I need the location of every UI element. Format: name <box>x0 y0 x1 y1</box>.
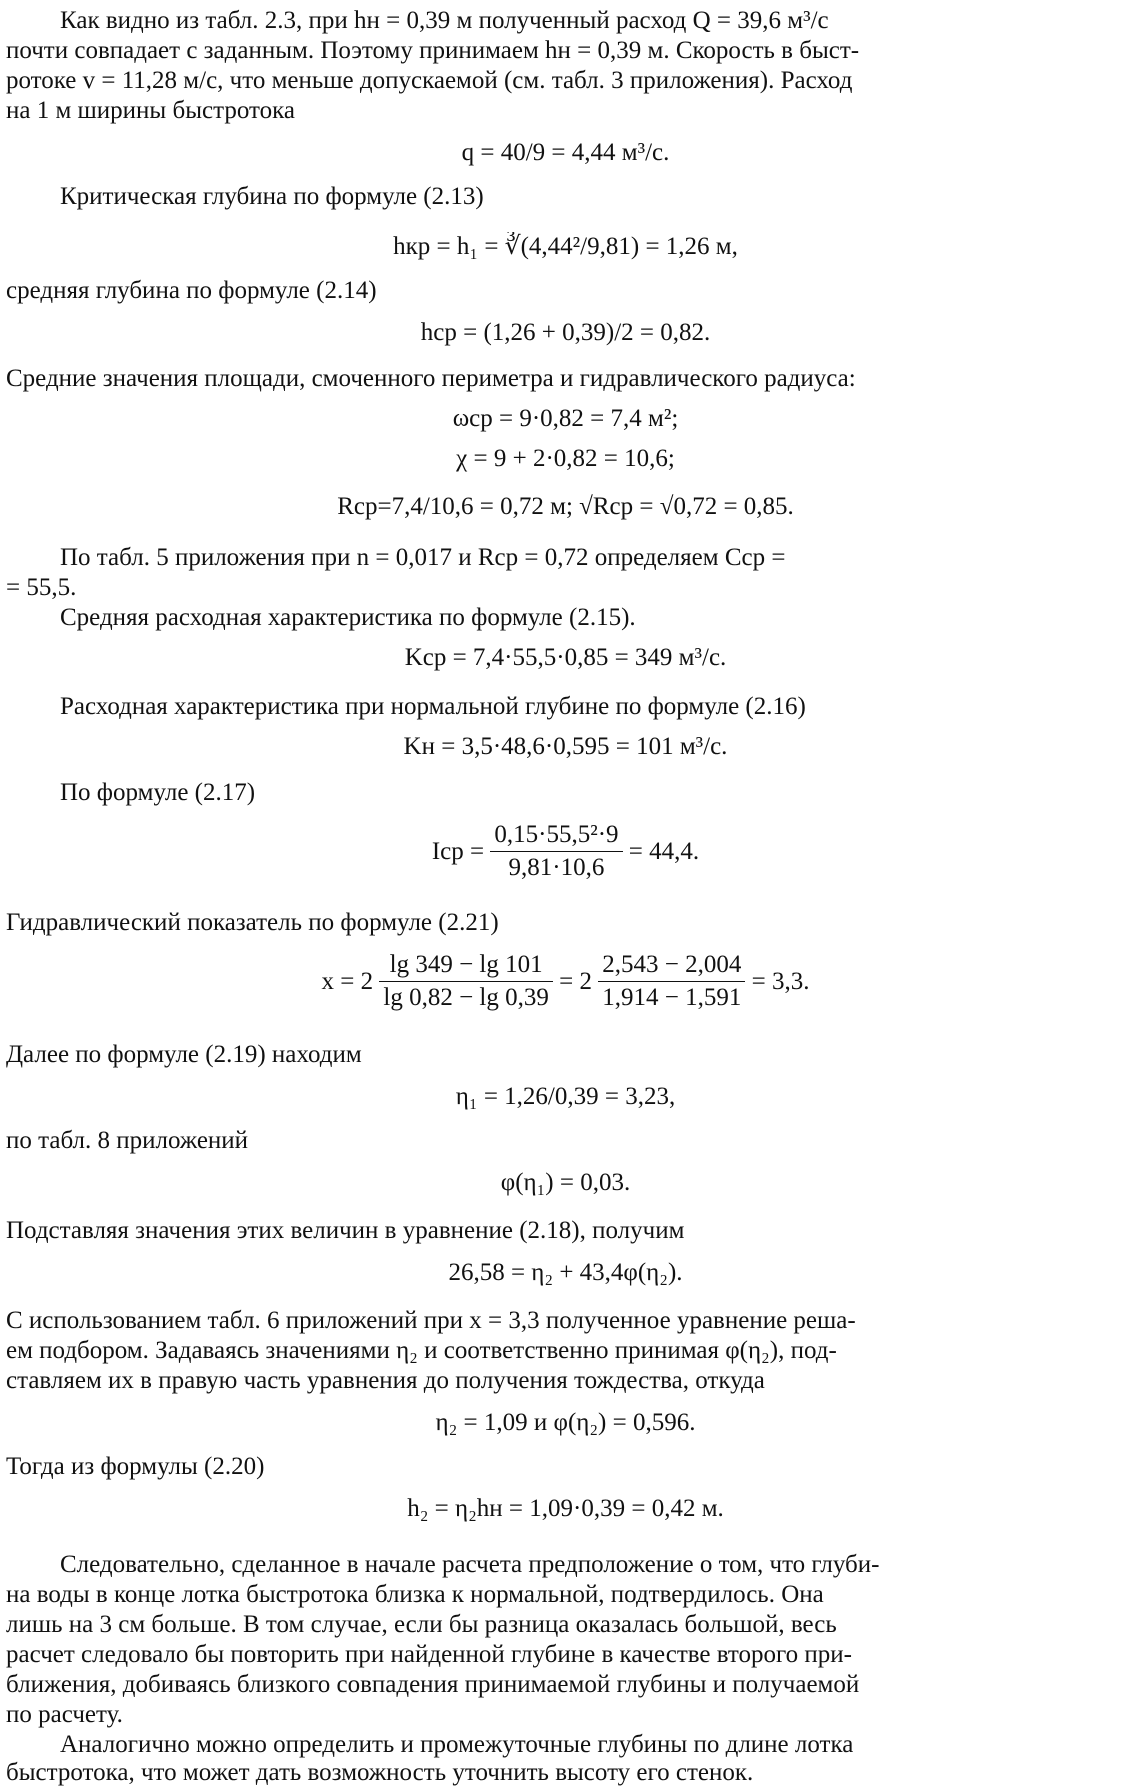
text-line: По табл. 5 приложения при n = 0,017 и Rср = 0,72 определяем Cср = <box>60 544 786 571</box>
fraction-numerator: 2,543 − 2,004 <box>598 950 745 982</box>
equation: hср = (1,26 + 0,39)/2 = 0,82. <box>420 319 711 346</box>
fraction <box>598 950 745 1013</box>
equation: η₂ = 1,09 и φ(η₂) = 0,596. <box>435 1409 696 1436</box>
text-line: на 1 м ширины быстротока <box>6 97 295 124</box>
text-line: По формуле (2.17) <box>60 779 256 806</box>
fraction-numerator: lg 349 − lg 101 <box>379 950 553 982</box>
equation-x <box>0 950 1131 1020</box>
text-line: Гидравлический показатель по формуле (2.21) <box>6 909 499 936</box>
fraction-numerator: 0,15·55,5²·9 <box>490 820 622 852</box>
equation-icp <box>0 820 1131 890</box>
equation: Rср=7,4/10,6 = 0,72 м; √Rср = √0,72 = 0,85. <box>337 493 794 520</box>
equation: Kср = 7,4·55,5·0,85 = 349 м³/с. <box>404 644 727 671</box>
text-line: Далее по формуле (2.19) находим <box>6 1041 362 1068</box>
text-line: Аналогично можно определить и промежуточные глубины по длине лотка <box>60 1731 854 1758</box>
text-line: ближения, добиваясь близкого совпадения принимаемой глубины и получаемой <box>6 1671 860 1698</box>
equation: q = 40/9 = 4,44 м³/с. <box>461 139 670 166</box>
text-line: Тогда из формулы (2.20) <box>6 1453 265 1480</box>
fraction-denominator: 9,81·10,6 <box>508 854 605 881</box>
text-line: ротоке v = 11,28 м/с, что меньше допускаемой (см. табл. 3 приложения). Расход <box>6 67 853 94</box>
equation: Kн = 3,5·48,6·0,595 = 101 м³/с. <box>403 733 728 760</box>
fraction-denominator: 1,914 − 1,591 <box>602 984 742 1011</box>
eq-left: Iср = <box>431 837 485 865</box>
equation: h₂ = η₂hн = 1,09·0,39 = 0,42 м. <box>407 1495 724 1522</box>
text-line: Подставляя значения этих величин в уравнение (2.18), получим <box>6 1217 685 1244</box>
text-line: по табл. 8 приложений <box>6 1127 249 1154</box>
equation: φ(η₁) = 0,03. <box>500 1169 631 1196</box>
text-line: ем подбором. Задаваясь значениями η₂ и соответственно принимая φ(η₂), под- <box>6 1337 837 1364</box>
text-line: расчет следовало бы повторить при найденной глубине в качестве второго при- <box>6 1641 852 1668</box>
equation: ωср = 9·0,82 = 7,4 м²; <box>452 405 679 432</box>
fraction <box>490 820 622 883</box>
fraction <box>379 950 553 1013</box>
text-line: С использованием табл. 6 приложений при x = 3,3 полученное уравнение реша- <box>6 1307 856 1334</box>
text-line: средняя глубина по формуле (2.14) <box>6 277 377 304</box>
equation: 26,58 = η₂ + 43,4φ(η₂). <box>448 1259 683 1286</box>
text-line: Средняя расходная характеристика по формуле (2.15). <box>60 604 636 631</box>
text-line: Расходная характеристика при нормальной глубине по формуле (2.16) <box>60 693 806 720</box>
equation: χ = 9 + 2·0,82 = 10,6; <box>456 445 675 472</box>
eq-right: = 3,3. <box>751 967 810 995</box>
text-line: лишь на 3 см больше. В том случае, если бы разница оказалась большой, весь <box>6 1611 837 1638</box>
text-line: по расчету. <box>6 1701 123 1728</box>
text-line: Следовательно, сделанное в начале расчета предположение о том, что глуби- <box>60 1551 880 1578</box>
equation: hкр = h₁ = ∛(4,44²/9,81) = 1,26 м, <box>393 233 738 260</box>
text-line: Как видно из табл. 2.3, при hн = 0,39 м полученный расход Q = 39,6 м³/с <box>60 7 829 34</box>
text-line: Средние значения площади, смоченного периметра и гидравлического радиуса: <box>6 365 856 392</box>
eq-right: = 44,4. <box>628 837 700 865</box>
text-line: на воды в конце лотка быстротока близка к нормальной, подтвердилось. Она <box>6 1581 824 1608</box>
text-line: Критическая глубина по формуле (2.13) <box>60 183 484 210</box>
text-line: быстротока, что может дать возможность уточнить высоту его стенок. <box>6 1759 754 1786</box>
text-line: ставляем их в правую часть уравнения до получения тождества, откуда <box>6 1367 765 1394</box>
text-line: = 55,5. <box>6 574 77 601</box>
eq-left: x = 2 <box>321 967 374 995</box>
equation: η₁ = 1,26/0,39 = 3,23, <box>455 1083 676 1110</box>
eq-mid: = 2 <box>559 967 592 995</box>
fraction-denominator: lg 0,82 − lg 0,39 <box>383 984 549 1011</box>
text-line: почти совпадает с заданным. Поэтому принимаем hн = 0,39 м. Скорость в быст- <box>6 37 860 64</box>
